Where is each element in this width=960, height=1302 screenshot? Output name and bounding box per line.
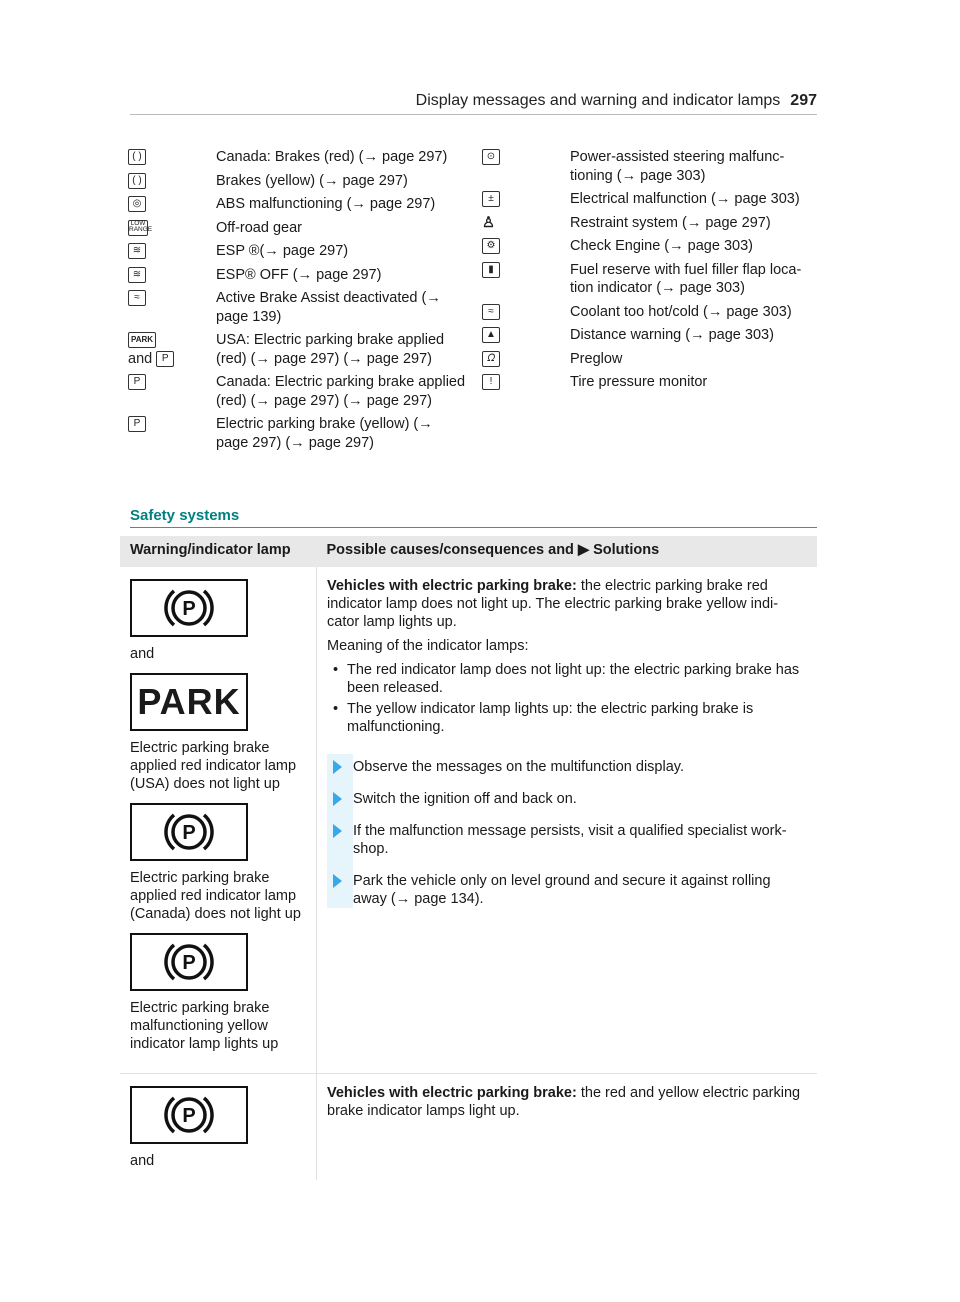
list-item-text: Active Brake Assist deactivated (→ page 139): [216, 290, 441, 325]
table-row: [120, 567, 817, 1074]
list-item: [128, 266, 468, 285]
step-text: Switch the ignition off and back on.: [353, 791, 577, 807]
list-item: [128, 242, 468, 261]
section-title: Safety systems: [130, 507, 240, 524]
svg-text:P: P: [182, 598, 196, 620]
step-arrow-icon: [333, 824, 342, 838]
list-item-text: Coolant too hot/cold (→ page 303): [570, 303, 792, 320]
table-header-causes-text: Possible causes/consequences and ▶ Solutions: [326, 542, 660, 558]
parking-brake-icon: P: [128, 416, 146, 432]
header-divider: [130, 114, 817, 115]
lamp-caption: Electric parking brake applied red indicator lamp (Canada) does not light up: [130, 870, 301, 922]
causes-cell: [317, 1074, 818, 1181]
list-item-text: ESP® OFF (→ page 297): [216, 266, 382, 283]
solution-step: [327, 790, 807, 808]
page-number: 297: [790, 92, 817, 109]
lead-label: Vehicles with electric parking brake:: [327, 578, 577, 594]
step-arrow-icon: [333, 760, 342, 774]
list-item: [128, 289, 468, 326]
lamp-caption: Electric parking brake malfunctioning yellow indicator lamp lights up: [130, 1000, 279, 1052]
list-item: [482, 148, 822, 185]
fuel-icon: ▮: [482, 262, 500, 278]
lamp-caption: Electric parking brake applied red indicator lamp (USA) does not light up: [130, 740, 297, 792]
table-row: [120, 1074, 817, 1181]
parking-brake-icon: [130, 933, 248, 991]
list-item: [482, 326, 822, 345]
page-header: [0, 92, 817, 110]
brake-circle-icon: ( ): [128, 173, 146, 189]
list-item-text: Restraint system (→ page 297): [570, 214, 771, 231]
section-divider: [130, 527, 817, 528]
list-item-text: Electrical malfunction (→ page 303): [570, 191, 800, 207]
right-symbol-list: [482, 148, 822, 397]
park-icon: [130, 673, 248, 731]
restraint-icon: ♙: [482, 214, 495, 231]
step-arrow-icon: [333, 874, 342, 888]
list-item: [482, 261, 822, 298]
step-text: Park the vehicle only on level ground and secure it against rolling away (→ page 134).: [353, 873, 771, 907]
list-item-text: Tire pressure monitor: [570, 374, 708, 390]
parking-brake-icon: [130, 579, 248, 637]
solution-steps: [327, 754, 807, 908]
solution-step: [327, 872, 807, 908]
brake-assist-off-icon: ≈: [128, 290, 146, 306]
step-arrow-icon: [333, 792, 342, 806]
svg-text:P: P: [182, 1105, 196, 1127]
list-item-text: Fuel reserve with fuel filler flap loca-tion indicator (→ page 303): [570, 261, 802, 296]
list-item: [128, 331, 468, 368]
parking-brake-icon: [130, 1086, 248, 1144]
parking-brake-icon: [130, 803, 248, 861]
esp-icon: ≋: [128, 243, 146, 259]
step-text: Observe the messages on the multifunction display.: [353, 759, 684, 775]
left-symbol-list: [128, 148, 468, 457]
header-title: Display messages and warning and indicator lamps: [415, 92, 781, 109]
list-item: [482, 350, 822, 369]
list-item: [128, 415, 468, 452]
lead-text: the electric parking brake red indicator lamp does not light up. The electric parking brake yellow indi-cator lamp lights up.: [327, 578, 779, 630]
list-item-text: ESP ®(→ page 297): [216, 243, 349, 259]
low-range-icon: LOW RANGE: [128, 220, 148, 236]
meaning-list: [327, 661, 807, 736]
list-item-text: Distance warning (→ page 303): [570, 327, 774, 343]
list-item: [128, 148, 468, 167]
list-item: [128, 373, 468, 410]
park-small-icon: PARK: [128, 332, 156, 348]
list-item: • The red indicator lamp does not light up: the electric parking brake has been released.: [327, 661, 807, 697]
list-item: [482, 303, 822, 322]
brake-circle-icon: ( ): [128, 149, 146, 165]
list-item: [482, 214, 822, 233]
preglow-icon: 𝛺: [482, 351, 500, 367]
tire-pressure-icon: !: [482, 374, 500, 390]
list-item: [482, 237, 822, 256]
park-label: PARK: [137, 681, 241, 722]
table-header-lamp: Warning/indicator lamp: [120, 536, 317, 567]
list-item: [482, 190, 822, 209]
lead-paragraph: [327, 1084, 807, 1120]
list-item: • The yellow indicator lamp lights up: the electric parking brake is malfunctioning.: [327, 700, 807, 736]
list-item-text: Electric parking brake (yellow) (→ page 297) (→ page 297): [216, 416, 433, 451]
meaning-text: Meaning of the indicator lamps:: [327, 638, 529, 654]
table-header-causes: [317, 536, 818, 567]
steering-icon: ⊙: [482, 149, 500, 165]
solution-step: [327, 758, 807, 776]
solution-step: [327, 822, 807, 858]
svg-text:P: P: [182, 952, 196, 974]
lead-text: the red and yellow electric parking brake indicator lamps light up.: [327, 1085, 801, 1119]
esp-off-icon: ≋: [128, 267, 146, 283]
warning-lamp-table: [120, 536, 817, 1180]
list-item: [128, 195, 468, 214]
list-item: [128, 172, 468, 191]
abs-icon: ◎: [128, 196, 146, 212]
list-item-text: Off-road gear: [216, 219, 302, 236]
parking-brake-icon: P: [156, 351, 174, 367]
list-item-text: Check Engine (→ page 303): [570, 238, 753, 254]
engine-icon: ⚙: [482, 238, 500, 254]
parking-brake-icon: P: [128, 374, 146, 390]
list-item-text: Canada: Electric parking brake applied (red) (→ page 297) (→ page 297): [216, 374, 466, 409]
lead-paragraph: [327, 577, 807, 631]
and-label: and: [130, 1153, 155, 1169]
list-item: [128, 219, 468, 238]
lead-label: Vehicles with electric parking brake:: [327, 1085, 577, 1101]
step-text: If the malfunction message persists, visit a qualified specialist work-shop.: [353, 823, 787, 857]
list-item-text: Power-assisted steering malfunc-tioning (→ page 303): [570, 149, 785, 184]
lamp-cell: [120, 567, 317, 1074]
lamp-cell: [120, 1074, 317, 1181]
list-item-text: Canada: Brakes (red) (→ page 297): [216, 149, 448, 165]
list-item-text: Brakes (yellow) (→ page 297): [216, 172, 408, 189]
and-label: and: [128, 350, 153, 367]
and-label: and: [130, 646, 155, 662]
list-item-text: Preglow: [570, 350, 623, 367]
coolant-icon: ≈: [482, 304, 500, 320]
distance-warning-icon: ▲: [482, 327, 500, 343]
list-item-text: ABS malfunctioning (→ page 297): [216, 196, 436, 212]
battery-icon: ±: [482, 191, 500, 207]
list-item-text: USA: Electric parking brake applied (red) (→ page 297) (→ page 297): [216, 332, 445, 367]
svg-text:P: P: [182, 822, 196, 844]
table-header-row: [120, 536, 817, 567]
causes-cell: [317, 567, 818, 1074]
list-item: [482, 373, 822, 392]
